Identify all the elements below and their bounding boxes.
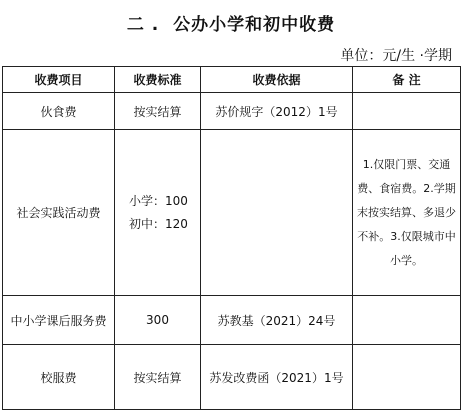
table-header-row [3, 67, 461, 93]
cell-standard: 按实结算 [115, 93, 201, 130]
standard-primary: 小学：100 [129, 193, 188, 208]
cell-standard [115, 130, 201, 296]
standard-junior: 初中：120 [129, 216, 188, 231]
cell-basis: 苏发改费函（2021）1号 [201, 345, 353, 410]
header-item: 收费项目 [3, 67, 115, 93]
header-standard: 收费标准 [115, 67, 201, 93]
cell-standard: 300 [115, 296, 201, 345]
table-row [3, 130, 461, 296]
cell-note [353, 93, 461, 130]
cell-basis: 苏价规字（2012）1号 [201, 93, 353, 130]
header-basis: 收费依据 [201, 67, 353, 93]
cell-item: 伙食费 [3, 93, 115, 130]
page-title: 二 . 公办小学和初中收费 [126, 15, 336, 35]
cell-note [353, 296, 461, 345]
cell-note [353, 130, 461, 296]
cell-item: 校服费 [3, 345, 115, 410]
cell-basis: 苏教基（2021）24号 [201, 296, 353, 345]
cell-basis [201, 130, 353, 296]
unit-label: 单位：元/生 ·学期 [340, 48, 452, 64]
cell-item: 中小学课后服务费 [3, 296, 115, 345]
note-text: 1.仅限门票、交通费、食宿费。2.学期末按实结算、多退少不补。3.仅限城市中小学。 [357, 157, 456, 267]
header-note: 备 注 [353, 67, 461, 93]
table-row [3, 345, 461, 410]
fee-table [2, 66, 461, 410]
cell-note [353, 345, 461, 410]
table-row [3, 296, 461, 345]
cell-item: 社会实践活动费 [3, 130, 115, 296]
table-row [3, 93, 461, 130]
cell-standard: 按实结算 [115, 345, 201, 410]
